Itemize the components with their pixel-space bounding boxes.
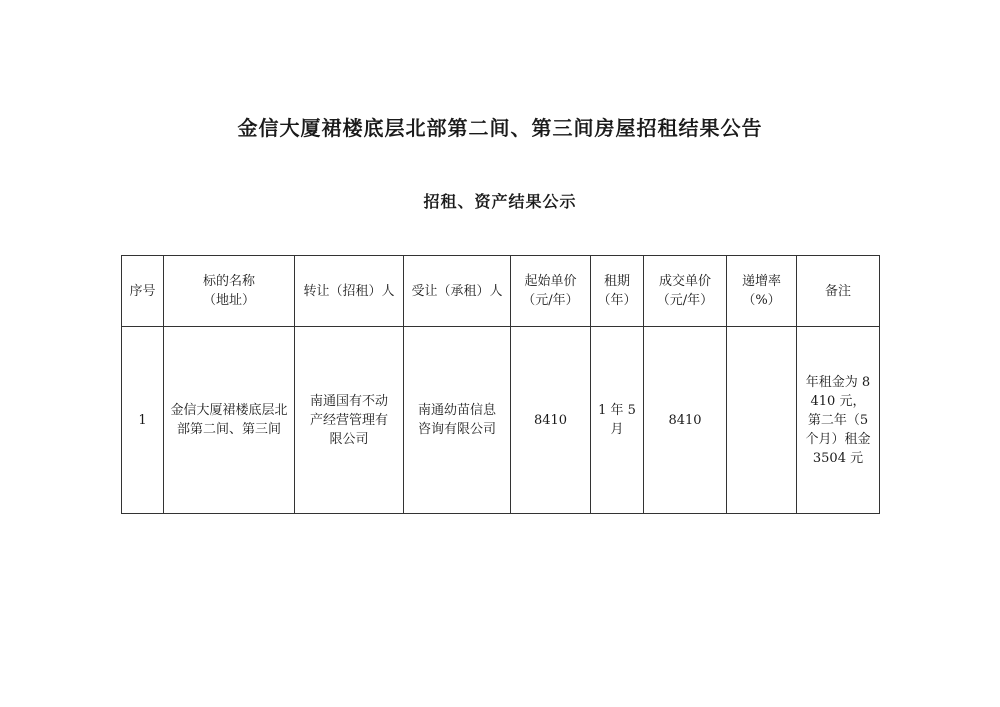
page-subtitle: 招租、资产结果公示	[423, 192, 577, 211]
cell-name-address: 金信大厦裙楼底层北部第二间、第三间	[164, 327, 295, 514]
page-title: 金信大厦裙楼底层北部第二间、第三间房屋招租结果公告	[237, 116, 763, 140]
header-lessee: 受让（承租）人	[404, 256, 511, 327]
cell-term: 1 年 5 月	[591, 327, 644, 514]
cell-deal-price: 8410	[644, 327, 727, 514]
header-start-price: 起始单价 （元/年）	[511, 256, 591, 327]
result-table	[121, 255, 880, 514]
header-remark: 备注	[797, 256, 880, 327]
header-increase-rate: 递增率 （%）	[727, 256, 797, 327]
header-lessor: 转让（招租）人	[295, 256, 404, 327]
cell-lessee: 南通幼苗信息咨询有限公司	[404, 327, 511, 514]
header-name-address: 标的名称 （地址）	[164, 256, 295, 327]
cell-start-price: 8410	[511, 327, 591, 514]
cell-remark: 年租金为 8410 元，第二年（5 个月）租金 3504 元	[797, 327, 880, 514]
table-row	[122, 327, 880, 514]
header-deal-price: 成交单价 （元/年）	[644, 256, 727, 327]
table-header-row	[122, 256, 880, 327]
cell-lessor: 南通国有不动产经营管理有限公司	[295, 327, 404, 514]
cell-increase-rate	[727, 327, 797, 514]
header-index: 序号	[122, 256, 164, 327]
cell-index: 1	[122, 327, 164, 514]
header-term: 租期 （年）	[591, 256, 644, 327]
